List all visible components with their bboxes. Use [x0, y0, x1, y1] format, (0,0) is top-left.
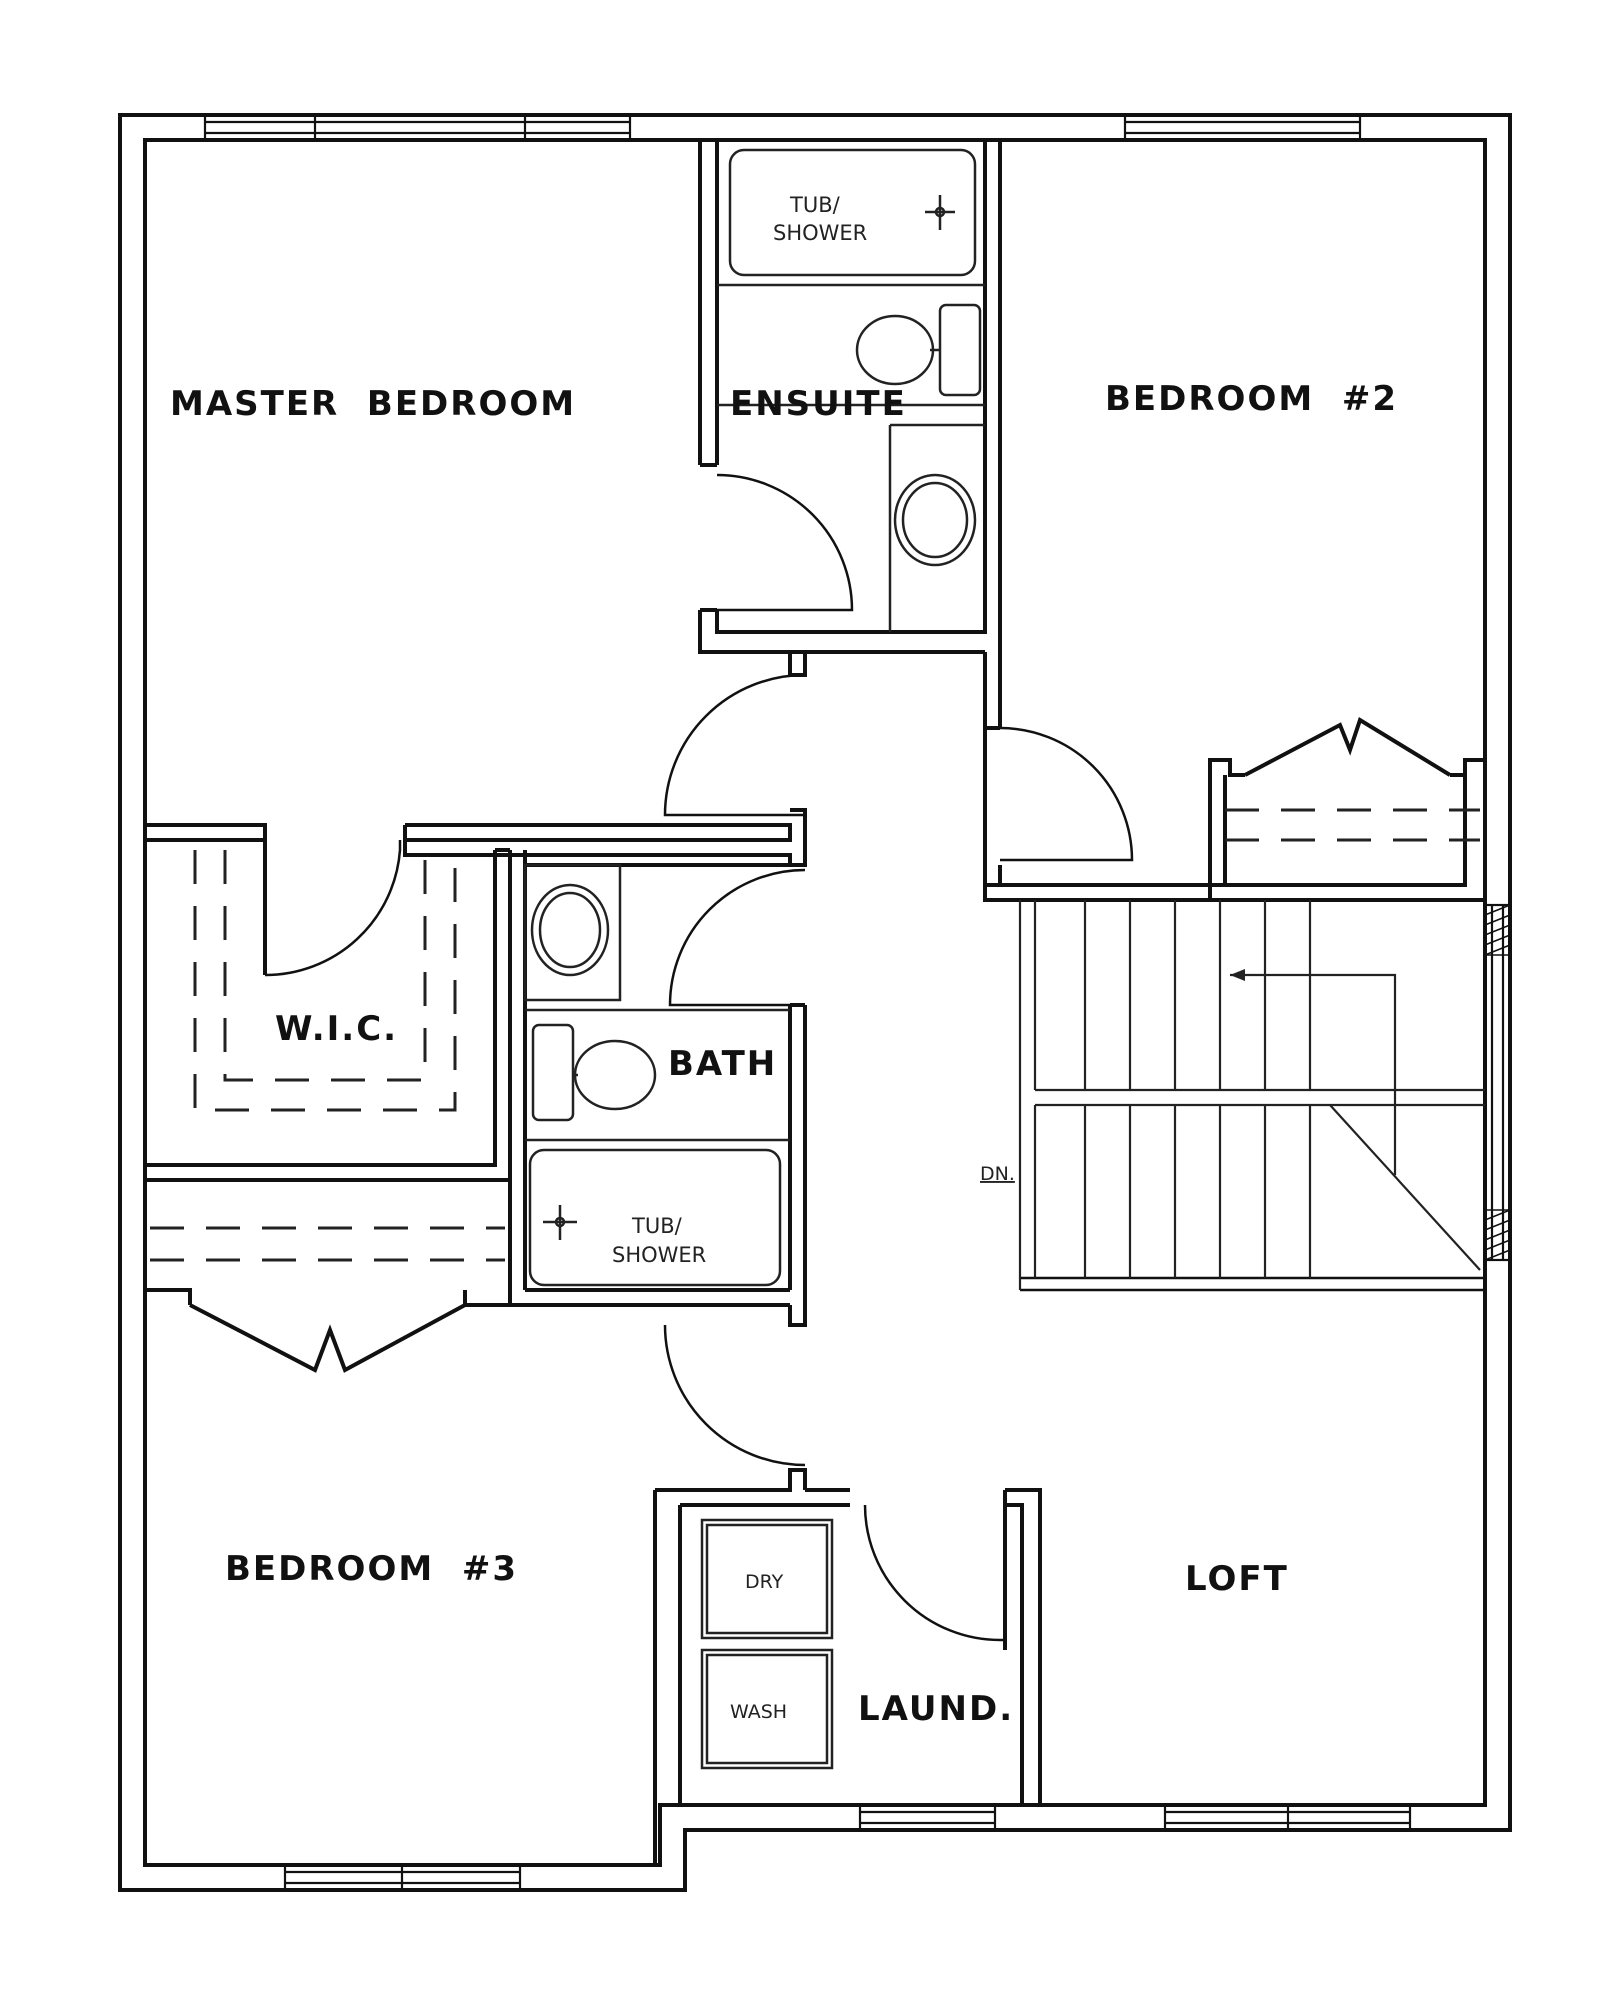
stair-direction-arrow	[1230, 969, 1245, 981]
stair-window-hatch-top	[1485, 905, 1510, 955]
ensuite-toilet-tank	[940, 305, 980, 395]
bedroom3-door	[665, 1325, 805, 1465]
ensuite-label: ENSUITE	[730, 384, 907, 424]
laundry-door	[865, 1505, 1005, 1640]
bath-tub-label-2: SHOWER	[612, 1243, 707, 1267]
laundry-label: LAUND.	[858, 1689, 1015, 1729]
bath-label: BATH	[668, 1044, 778, 1084]
master-bedroom-door	[665, 675, 805, 815]
wic-shelving	[195, 850, 455, 1110]
bath-tub-label-1: TUB/	[632, 1214, 682, 1238]
ensuite-tub-label-1: TUB/	[790, 193, 840, 217]
washer-label: WASH	[730, 1701, 788, 1723]
staircase	[1020, 900, 1485, 1290]
stair-window-hatch-bottom	[1485, 1210, 1510, 1260]
ensuite-toilet-bowl	[857, 316, 933, 384]
ensuite-door	[717, 475, 852, 610]
bath-sink	[532, 885, 608, 975]
bedroom2-closet	[1225, 720, 1480, 840]
bedroom2-door	[1000, 728, 1132, 860]
ensuite-tub-label-2: SHOWER	[773, 221, 868, 245]
stair-down-label: DN.	[980, 1163, 1015, 1185]
wic-door	[265, 840, 400, 975]
bath-door	[670, 870, 805, 1005]
bath-toilet-bowl	[575, 1041, 655, 1109]
master-bedroom-label: MASTER BEDROOM	[170, 384, 577, 424]
labels	[170, 193, 1398, 1729]
laundry-fixtures	[702, 1520, 832, 1768]
loft-label: LOFT	[1185, 1559, 1289, 1599]
bedroom3-closet	[150, 1228, 505, 1370]
bedroom2-label: BEDROOM #2	[1105, 379, 1399, 419]
bath-toilet-tank	[533, 1025, 573, 1120]
bedroom3-label: BEDROOM #3	[225, 1549, 519, 1589]
wic-label: W.I.C.	[275, 1009, 399, 1049]
ensuite-sink	[895, 475, 975, 565]
dryer-label: DRY	[745, 1571, 784, 1593]
